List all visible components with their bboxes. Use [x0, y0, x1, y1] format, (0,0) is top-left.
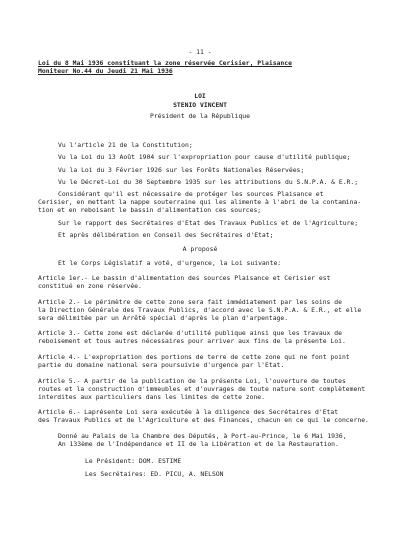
- considerant-line-1: Considérant qu'il est nécessaire de protéger les sources Plaisance et: [58, 190, 324, 198]
- donne-line-1: Donné au Palais de la Chambre des Députés, à Port-au-Prince, le 6 Mai 1936,: [58, 432, 347, 440]
- a-propose: A proposé: [182, 245, 218, 253]
- vu-loi-1904: Vu la Loi du 13 Août 1904 sur l'expropriation pour cause d'utilité publique;: [58, 153, 351, 161]
- considerant-line-3: tion et en reboisant le bassin d'alimentation ces sources;: [38, 206, 262, 214]
- deliberation: Et après délibération en Conseil des Secrétaires d'Etat;: [58, 231, 274, 239]
- vu-constitution: Vu l'article 21 de la Constitution;: [58, 141, 193, 149]
- header-moniteur: Moniteur No.44 du Jeudi 21 Mai 1936: [38, 67, 173, 75]
- sur-rapport: Sur le rapport des Secrétaires d'Etat des Travaux Publics et de l'Agriculture;: [58, 219, 359, 227]
- page-number: - 11 -: [188, 48, 212, 56]
- article-line: des Travaux Publics et de l'Agriculture et des Finances, chacun en ce qui le concerne.: [38, 416, 369, 424]
- signature-secretaires: Les Secrétaires: ED. PICU, A. NELSON: [85, 470, 224, 478]
- article-line: Article 5.- A partir de la publication de la présente Loi, l'ouverture de toutes: [38, 377, 346, 385]
- law-heading: LOI: [194, 92, 206, 100]
- article-line: Article 3.- Cette zone est déclarée d'utilité publique ainsi que les travaux de: [38, 329, 342, 337]
- signature-president: Le Président: DOM. ESTIME: [85, 457, 182, 465]
- article-line: partie du domaine national sera poursuivie d'urgence par l'Etat.: [38, 361, 285, 369]
- considerant-line-2: Cerisier, en mettant la nappe souterraine qui les alimente à l'abri de la contamina-: [38, 198, 362, 206]
- vu-decret-1935: Vu le Décret-Loi du 30 Septembre 1935 sur les attributions du S.N.P.A. & E.R.;: [58, 178, 359, 186]
- article-line: sera délimitée par un Arrêté spécial d'après le plan d'arpentage.: [38, 314, 289, 322]
- article-line: Article 1er.- Le bassin d'alimentation des sources Plaisance et Cerisier est: [38, 274, 331, 282]
- article-line: routes et la construction d'immeubles et d'ouvrages de toute nature sont complètement: [38, 385, 366, 393]
- header-title: Loi du 8 Mai 1936 constituant la zone réservée Cerisier, Plaisance: [38, 59, 292, 67]
- corps-legislatif: Et le Corps Législatif a voté, d'urgence, la Loi suivante:: [58, 259, 282, 267]
- article-line: constitué en zone réservée.: [38, 282, 142, 290]
- president-title: Président de la République: [149, 112, 251, 120]
- article-line: Article 6.- Laprésente Loi sera exécutée à la diligence des Secrétaires d'Etat: [38, 408, 339, 416]
- vu-loi-1926: Vu la Loi du 3 Février 1926 sur les Forêts Nationales Réservées;: [58, 166, 305, 174]
- article-line: reboisement et tous autres nécessaires pour arriver aux fins de la présente Loi.: [38, 337, 346, 345]
- article-line: Article 2.- Le périmètre de cette zone sera fait immédiatement par les soins de: [38, 298, 342, 306]
- president-name: STENIO VINCENT: [173, 101, 227, 109]
- article-line: Article 4.- L'expropriation des portions de terre de cette zone qui ne font point: [38, 353, 350, 361]
- article-line: la Direction Générale des Travaux Publics, d'accord avec le S.N.P.A. & E.R., et elle: [38, 306, 362, 314]
- donne-line-2: An 133ème de l'Indépendance et II de la Libération et de la Restauration.: [58, 440, 339, 448]
- article-line: interdites aux particuliers dans les limites de cette zone.: [38, 393, 266, 401]
